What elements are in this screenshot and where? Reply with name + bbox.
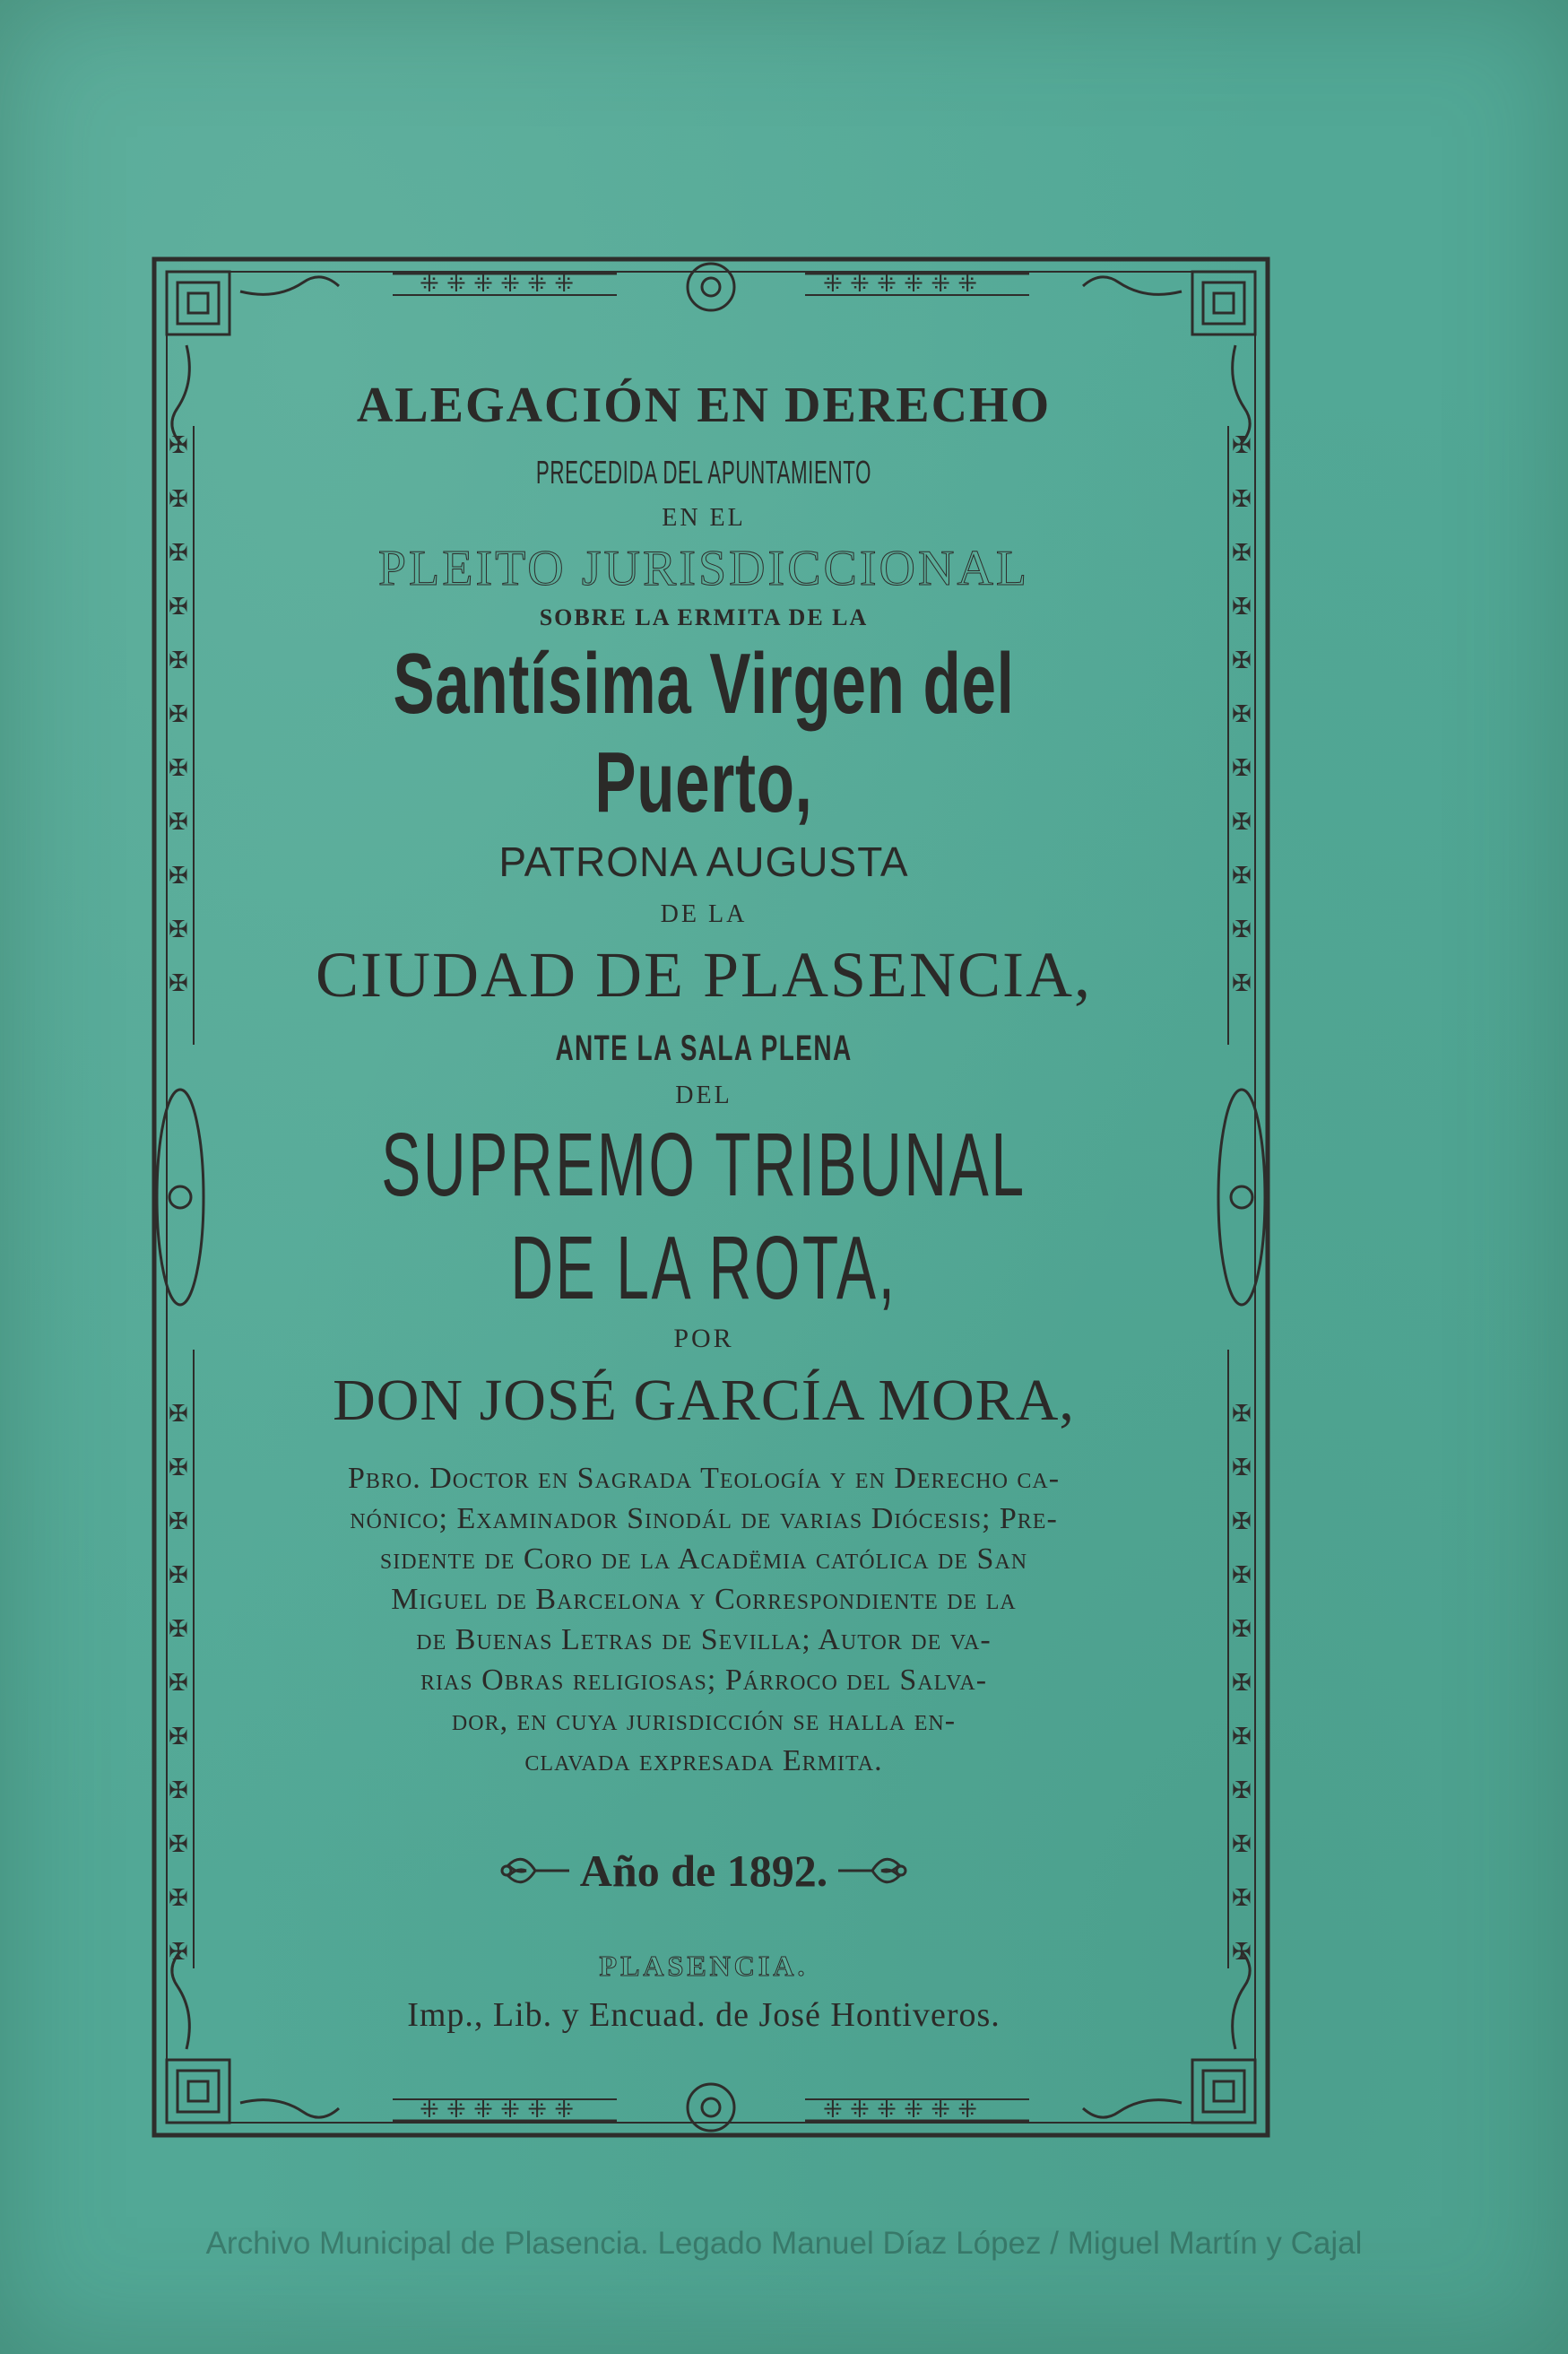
connector-por: POR xyxy=(673,1324,734,1353)
svg-text:✠: ✠ xyxy=(169,916,188,943)
svg-text:✠: ✠ xyxy=(1232,1616,1252,1643)
svg-text:✠: ✠ xyxy=(169,1455,188,1481)
svg-text:✠: ✠ xyxy=(1232,1670,1252,1697)
svg-text:✠: ✠ xyxy=(1232,1724,1252,1750)
subtitle-precedida: PRECEDIDA DEL APUNTAMIENTO xyxy=(535,454,872,491)
city-title: CIUDAD DE PLASENCIA, xyxy=(316,939,1092,1011)
bio-line: Pbro. Doctor en Sagrada Teología y en Derecho ca- xyxy=(347,1462,1061,1495)
svg-text:✠: ✠ xyxy=(1232,1777,1252,1804)
connector-sobre: SOBRE LA ERMITA DE LA xyxy=(539,604,869,630)
svg-text:✠: ✠ xyxy=(1232,916,1252,943)
svg-text:✠: ✠ xyxy=(1232,1508,1252,1535)
svg-text:✠: ✠ xyxy=(1232,647,1252,674)
svg-text:✠: ✠ xyxy=(169,1777,188,1804)
svg-text:✠: ✠ xyxy=(1232,970,1252,997)
patrona-line: PATRONA AUGUSTA xyxy=(498,838,909,885)
svg-text:⁜ ⁜ ⁜ ⁜ ⁜ ⁜: ⁜ ⁜ ⁜ ⁜ ⁜ ⁜ xyxy=(823,271,978,298)
svg-text:✠: ✠ xyxy=(169,486,188,513)
svg-text:✠: ✠ xyxy=(1232,594,1252,621)
svg-text:✠: ✠ xyxy=(169,1724,188,1750)
bio-line: de Buenas Letras de Sevilla; Autor de va- xyxy=(416,1623,992,1656)
svg-text:✠: ✠ xyxy=(169,1616,188,1643)
archive-watermark: Archivo Municipal de Plasencia. Legado Manuel Díaz López / Miguel Martín y Cajal xyxy=(205,2226,1363,2261)
bio-line: sidente de Coro de la Acadëmia católica de San xyxy=(379,1542,1028,1576)
connector-de-la: DE LA xyxy=(660,900,748,928)
bio-line: Miguel de Barcelona y Correspondiente de la xyxy=(391,1583,1017,1616)
bio-line: nónico; Examinador Sinodál de varias Diócesis; Pre- xyxy=(350,1502,1058,1535)
connector-del: DEL xyxy=(675,1081,732,1109)
right-fleuron-icon xyxy=(836,1844,908,1898)
ante-sala-line: ANTE LA SALA PLENA xyxy=(555,1029,853,1068)
imprint-place: PLASENCIA. xyxy=(599,1950,809,1982)
virgin-title: Santísima Virgen del Puerto, xyxy=(393,636,1015,830)
pleito-heading: PLEITO JURISDICCIONAL xyxy=(377,541,1030,596)
svg-text:✠: ✠ xyxy=(169,1401,188,1428)
tribunal-title: SUPREMO TRIBUNAL DE LA ROTA, xyxy=(381,1115,1027,1318)
svg-text:✠: ✠ xyxy=(1232,1455,1252,1481)
svg-text:✠: ✠ xyxy=(1232,809,1252,836)
svg-text:✠: ✠ xyxy=(1232,1831,1252,1858)
svg-text:✠: ✠ xyxy=(169,1939,188,1966)
svg-text:✠: ✠ xyxy=(169,1670,188,1697)
connector-en-el: EN EL xyxy=(662,504,746,532)
svg-text:⁜ ⁜ ⁜ ⁜ ⁜ ⁜: ⁜ ⁜ ⁜ ⁜ ⁜ ⁜ xyxy=(420,2097,575,2124)
author-name: DON JOSÉ GARCÍA MORA, xyxy=(333,1368,1075,1433)
year-block xyxy=(188,1844,1219,1898)
svg-text:✠: ✠ xyxy=(1232,863,1252,890)
year-text: Año de 1892. xyxy=(579,1846,828,1896)
svg-text:✠: ✠ xyxy=(169,540,188,567)
svg-text:✠: ✠ xyxy=(169,863,188,890)
svg-text:✠: ✠ xyxy=(1232,1885,1252,1912)
svg-text:✠: ✠ xyxy=(169,432,188,459)
svg-text:⁜ ⁜ ⁜ ⁜ ⁜ ⁜: ⁜ ⁜ ⁜ ⁜ ⁜ ⁜ xyxy=(420,271,575,298)
svg-text:✠: ✠ xyxy=(169,755,188,782)
main-title: ALEGACIÓN EN DERECHO xyxy=(356,378,1052,433)
svg-text:✠: ✠ xyxy=(169,809,188,836)
svg-text:✠: ✠ xyxy=(169,1831,188,1858)
title-page-content xyxy=(188,377,1219,2035)
svg-text:✠: ✠ xyxy=(1232,1939,1252,1966)
svg-text:✠: ✠ xyxy=(1232,432,1252,459)
bio-line: dor, en cuya jurisdicción se halla en- xyxy=(451,1704,957,1737)
svg-text:✠: ✠ xyxy=(1232,486,1252,513)
svg-text:✠: ✠ xyxy=(1232,1401,1252,1428)
svg-text:✠: ✠ xyxy=(1232,540,1252,567)
bio-line: rias Obras religiosas; Párroco del Salva- xyxy=(420,1663,988,1697)
svg-text:✠: ✠ xyxy=(169,1562,188,1589)
svg-text:⁜ ⁜ ⁜ ⁜ ⁜ ⁜: ⁜ ⁜ ⁜ ⁜ ⁜ ⁜ xyxy=(823,2097,978,2124)
imprint-printer: Imp., Lib. y Encuad. de José Hontiveros. xyxy=(407,1996,1001,2034)
svg-text:✠: ✠ xyxy=(169,970,188,997)
svg-text:✠: ✠ xyxy=(1232,1562,1252,1589)
year-ornament-frame xyxy=(499,1844,908,1898)
left-fleuron-icon xyxy=(499,1844,571,1898)
svg-text:✠: ✠ xyxy=(169,1885,188,1912)
author-bio xyxy=(229,1458,1179,1781)
bio-line: clavada expresada Ermita. xyxy=(524,1744,883,1777)
svg-text:✠: ✠ xyxy=(169,594,188,621)
svg-text:✠: ✠ xyxy=(169,647,188,674)
svg-text:✠: ✠ xyxy=(169,1508,188,1535)
svg-text:✠: ✠ xyxy=(1232,701,1252,728)
svg-text:✠: ✠ xyxy=(169,701,188,728)
svg-text:✠: ✠ xyxy=(1232,755,1252,782)
